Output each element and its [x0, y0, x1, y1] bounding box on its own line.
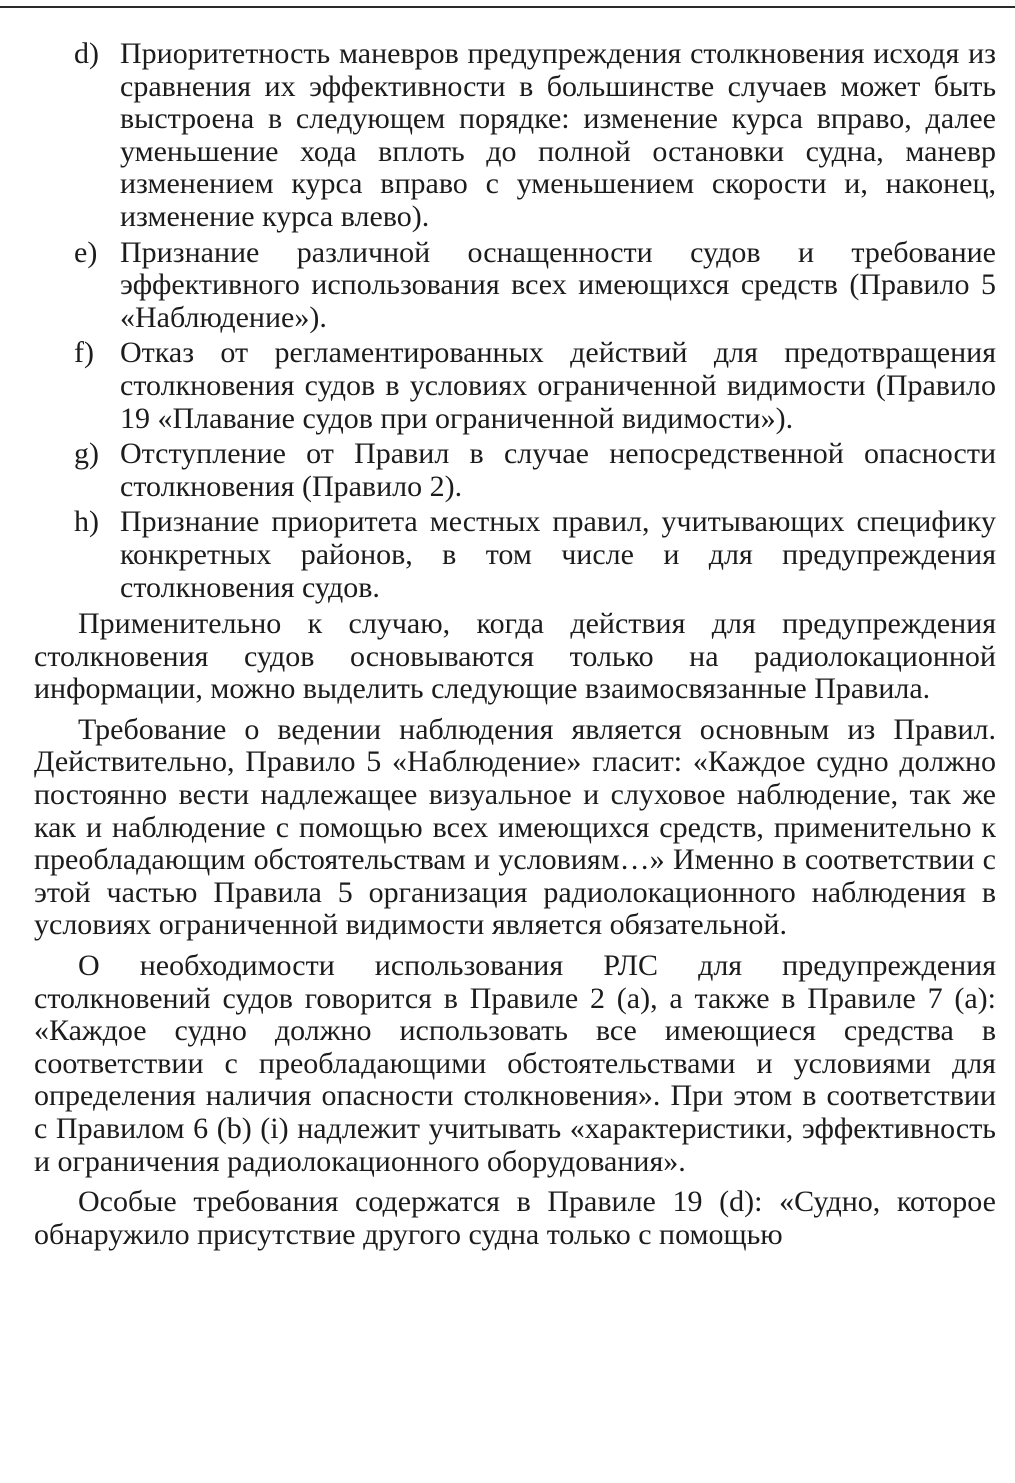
- list-marker: h): [74, 505, 99, 539]
- list-marker: g): [74, 437, 99, 471]
- page-top-rule: [0, 6, 1015, 8]
- list-item-g: [34, 438, 996, 503]
- paragraph-lookout: Требование о ведении наблюдения является основным из Правил. Действительно, Правило 5 «Наблюдение» гласит: «Каждое судно должно постоянно вести надлежащее визуальное и слуховое наблюдение, так же как и наблюдение с помощью всех имеющихся средств, применительно к преобладающим обстоятельствам и условиям…» Именно в соответствии с этой частью Правила 5 организация радиолокационного наблюдения в условиях ограниченной видимости является обязательной.: [34, 712, 996, 942]
- list-item-text: Признание приоритета местных правил, учитывающих специфику конкретных районов, в том числе и для предупреждения столкновения судов.: [120, 505, 996, 604]
- list-item-text: Приоритетность маневров предупреждения столкновения исходя из сравнения их эффективности в большинстве случаев может быть выстроена в следующем порядке: изменение курса вправо, далее уменьшение хода вплоть до полной остановки судна, маневр изменением курса вправо с уменьшением скорости и, наконец, изменение курса влево).: [120, 37, 996, 233]
- list-item-e: [34, 237, 996, 335]
- paragraph-rule-19d: Особые требования содержатся в Правиле 19 (d): «Судно, которое обнаружило присутствие другого судна только с помощью: [34, 1185, 996, 1251]
- list-item-text: Признание различной оснащенности судов и требование эффективного использования всех имеющихся средств (Правило 5 «Наблюдение»).: [120, 235, 996, 334]
- list-item-f: [34, 337, 996, 435]
- list-item-h: [34, 506, 996, 604]
- paragraph-radar-use: О необходимости использования РЛС для предупреждения столкновений судов говорится в Правиле 2 (а), а также в Правиле 7 (а): «Каждое судно должно использовать все имеющиеся средства в соответствии с преобладающими обстоятельствами и условиями для определения наличия опасности столкновения». При этом в соответствии с Правилом 6 (b) (i) надлежит учитывать «характеристики, эффективность и ограничения радиолокационного оборудования».: [34, 949, 996, 1178]
- list-marker: f): [74, 336, 94, 370]
- paragraph-radar-rules: Применительно к случаю, когда действия для предупреждения столкновения судов основываются только на радиолокационной информации, можно выделить следующие взаимосвязанные Правила.: [34, 607, 996, 706]
- list-marker: e): [74, 235, 98, 269]
- list-marker: d): [74, 37, 99, 70]
- list-item-text: Отступление от Правил в случае непосредственной опасности столкновения (Правило 2).: [120, 437, 996, 503]
- principles-list: [34, 38, 996, 604]
- list-item-d: [34, 38, 996, 234]
- list-item-text: Отказ от регламентированных действий для предотвращения столкновения судов в условиях ограниченной видимости (Правило 19 «Плавание судов при ограниченной видимости»).: [120, 336, 996, 435]
- document-page: [34, 38, 996, 1251]
